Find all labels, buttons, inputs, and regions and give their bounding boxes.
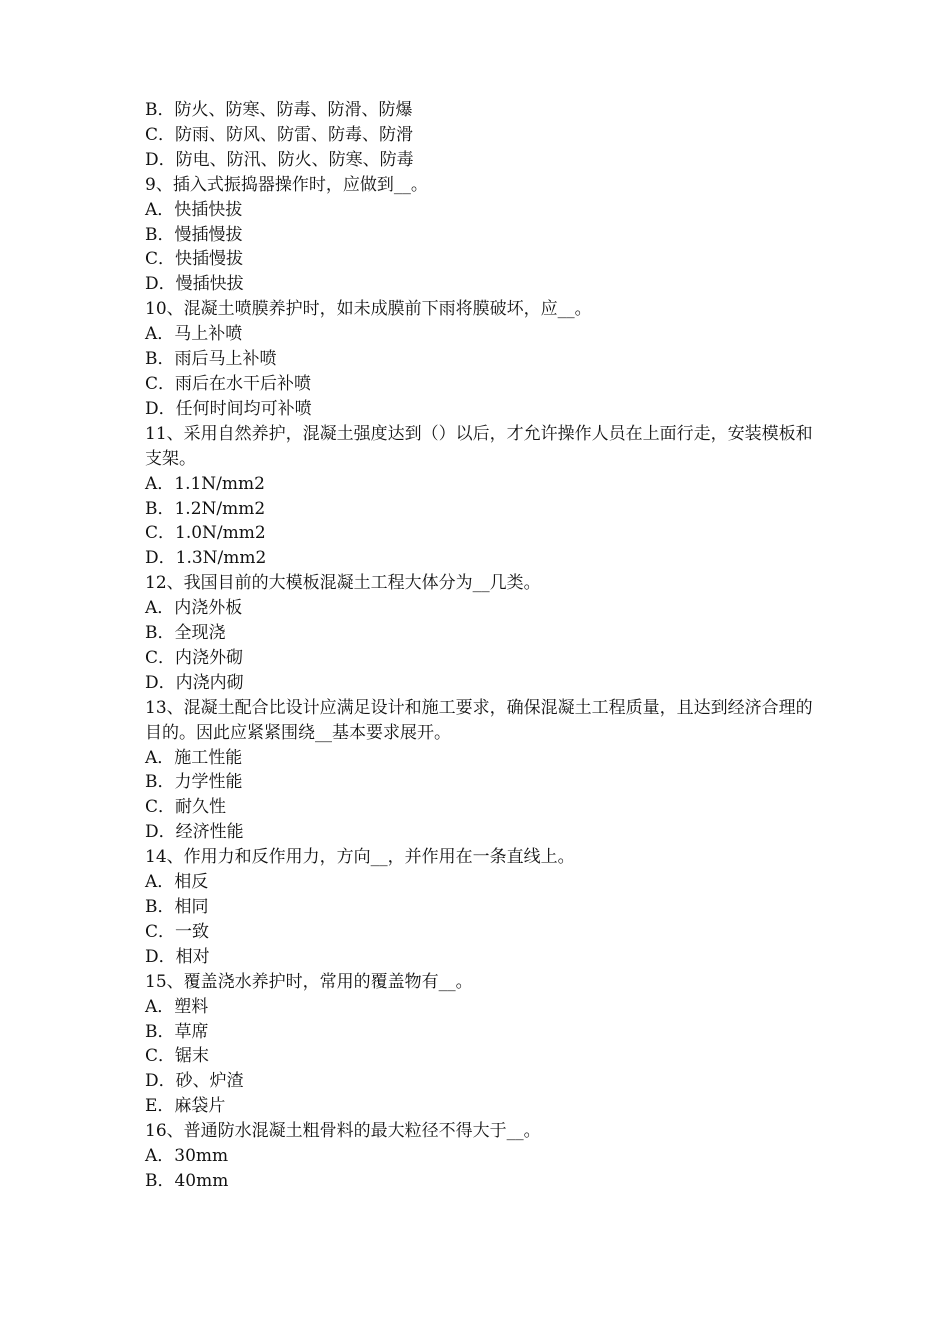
answer-option: C．耐久性 [145, 797, 227, 818]
answer-option: B．相同 [145, 897, 209, 917]
answer-option: D．相对 [145, 946, 210, 967]
question-stem: 11、采用自然养护，混凝土强度达到（）以后，才允许操作人员在上面行走，安装模板和支架。 [145, 423, 813, 469]
answer-option: C．锯末 [145, 1046, 210, 1067]
question-block [145, 297, 825, 422]
answer-option: D．经济性能 [145, 822, 244, 843]
answer-option: A．施工性能 [145, 747, 243, 768]
answer-option: E．麻袋片 [145, 1096, 226, 1117]
question-stem: 15、覆盖浇水养护时，常用的覆盖物有__。 [145, 971, 473, 992]
answer-option: B．全现浇 [145, 623, 226, 644]
answer-option: D．防电、防汛、防火、防寒、防毒 [145, 149, 414, 170]
question-block [145, 845, 825, 970]
answer-option: A．马上补喷 [145, 324, 243, 345]
question-stem: 12、我国目前的大模板混凝土工程大体分为__几类。 [145, 573, 541, 594]
question-stem: 13、混凝土配合比设计应满足设计和施工要求，确保混凝土工程质量，且达到经济合理的目的。因此应紧紧围绕__基本要求展开。 [145, 697, 813, 743]
question-block [145, 970, 825, 1119]
answer-option: D．慢插快拔 [145, 274, 244, 295]
answer-option: A．30mm [145, 1146, 229, 1167]
answer-option: A．1.1N/mm2 [145, 473, 265, 494]
answer-option: C．一致 [145, 921, 210, 942]
question-stem: 10、混凝土喷膜养护时，如未成膜前下雨将膜破坏，应__。 [145, 299, 592, 320]
question-block [145, 173, 825, 298]
answer-option: B．雨后马上补喷 [145, 349, 277, 370]
answer-option: B．慢插慢拔 [145, 224, 243, 245]
question-stem: 14、作用力和反作用力，方向__，并作用在一条直线上。 [145, 847, 575, 868]
answer-option: C．雨后在水干后补喷 [145, 373, 312, 394]
answer-option: B．力学性能 [145, 772, 243, 793]
answer-option: D．砂、炉渣 [145, 1071, 244, 1092]
question-stem: 9、插入式振捣器操作时，应做到__。 [145, 174, 428, 195]
question-block [145, 98, 825, 173]
answer-option: D．1.3N/mm2 [145, 548, 267, 569]
question-block [145, 422, 825, 571]
answer-option: B．1.2N/mm2 [145, 498, 266, 519]
answer-option: B．防火、防寒、防毒、防滑、防爆 [145, 100, 413, 120]
question-list [145, 98, 825, 1194]
answer-option: C．防雨、防风、防雷、防毒、防滑 [145, 124, 414, 145]
question-block [145, 1119, 825, 1194]
answer-option: B．草席 [145, 1021, 209, 1042]
answer-option: C．1.0N/mm2 [145, 523, 266, 544]
answer-option: A．塑料 [145, 996, 209, 1017]
answer-option: A．快插快拔 [145, 199, 243, 220]
answer-option: D．任何时间均可补喷 [145, 398, 312, 419]
answer-option: D．内浇内砌 [145, 672, 244, 693]
answer-option: A．内浇外板 [145, 598, 243, 619]
question-stem: 16、普通防水混凝土粗骨料的最大粒径不得大于__。 [145, 1121, 541, 1142]
answer-option: C．快插慢拔 [145, 249, 244, 270]
answer-option: C．内浇外砌 [145, 647, 244, 668]
question-block [145, 571, 825, 696]
question-block [145, 696, 825, 845]
answer-option: B．40mm [145, 1170, 229, 1191]
answer-option: A．相反 [145, 872, 209, 893]
